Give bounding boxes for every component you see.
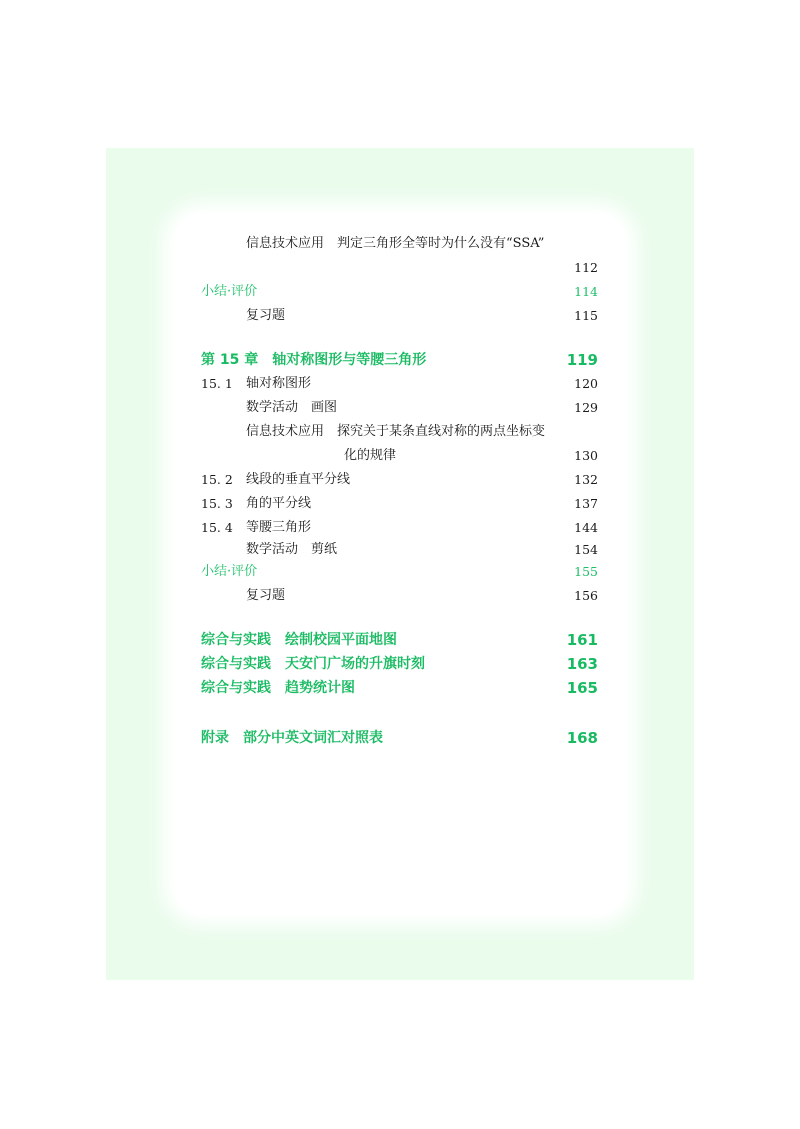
- leader-dots: [431, 654, 563, 674]
- entry-title: 信息技术应用 判定三角形全等时为什么没有“SSA”: [246, 234, 546, 254]
- page-number: 155: [574, 564, 598, 579]
- leader-dots: [317, 494, 570, 514]
- entry-title: 轴对称图形: [246, 374, 313, 394]
- leader-dots: [402, 446, 570, 466]
- entry-title: 数学活动 画图: [246, 398, 339, 418]
- page-number: 163: [566, 655, 598, 673]
- section-number: 15. 1: [201, 376, 233, 391]
- page-number: 156: [574, 588, 598, 603]
- chapter-title: 综合与实践 天安门广场的升旗时刻: [201, 656, 425, 672]
- toc-row[interactable]: [0, 398, 800, 418]
- page-number: 112: [574, 260, 598, 275]
- entry-title: 小结·评价: [201, 282, 259, 302]
- toc-row[interactable]: [0, 562, 800, 582]
- page-number: 165: [566, 679, 598, 697]
- entry-title: 化的规律: [344, 446, 398, 466]
- toc-row[interactable]: [0, 540, 800, 560]
- section-number: 15. 2: [201, 472, 233, 487]
- chapter-title: 综合与实践 趋势统计图: [201, 680, 355, 696]
- leader-dots: [317, 518, 570, 538]
- leader-dots: [263, 562, 570, 582]
- toc-row[interactable]: [0, 630, 800, 650]
- page-number: 161: [566, 631, 598, 649]
- chapter-title: 附录 部分中英文词汇对照表: [201, 730, 383, 746]
- entry-title: 信息技术应用 探究关于某条直线对称的两点坐标变: [246, 422, 547, 442]
- toc-row[interactable]: [0, 728, 800, 748]
- entry-title: 线段的垂直平分线: [246, 470, 352, 490]
- chapter-title: 综合与实践 绘制校园平面地图: [201, 632, 397, 648]
- leader-dots: [291, 586, 570, 606]
- toc-row[interactable]: [0, 494, 800, 514]
- toc-row[interactable]: [0, 470, 800, 490]
- page-number: 130: [574, 448, 598, 463]
- section-number: 15. 4: [201, 520, 233, 535]
- leader-dots: [403, 630, 563, 650]
- leader-dots: [356, 470, 570, 490]
- entry-title: 角的平分线: [246, 494, 313, 514]
- leader-dots: [291, 306, 570, 326]
- toc-row[interactable]: [0, 678, 800, 698]
- toc-row[interactable]: [0, 258, 800, 278]
- leader-dots: [343, 398, 570, 418]
- page-number: 137: [574, 496, 598, 511]
- entry-title: 小结·评价: [201, 562, 259, 582]
- toc-row[interactable]: [0, 234, 800, 254]
- page-number: 144: [574, 520, 598, 535]
- page-number: 115: [574, 308, 598, 323]
- page-number: 119: [566, 351, 598, 369]
- toc-row[interactable]: [0, 374, 800, 394]
- entry-title: 数学活动 剪纸: [246, 540, 339, 560]
- toc-row[interactable]: [0, 422, 800, 442]
- toc-row[interactable]: [0, 446, 800, 466]
- toc-row[interactable]: [0, 518, 800, 538]
- section-number: 15. 3: [201, 496, 233, 511]
- toc-row[interactable]: [0, 306, 800, 326]
- page-number: 129: [574, 400, 598, 415]
- entry-title: 复习题: [246, 586, 287, 606]
- toc-row[interactable]: [0, 350, 800, 370]
- page-number: 168: [566, 729, 598, 747]
- leader-dots: [343, 540, 570, 560]
- leader-dots: [432, 350, 563, 370]
- leader-dots: [263, 282, 570, 302]
- entry-title: 等腰三角形: [246, 518, 313, 538]
- chapter-title: 第 15 章 轴对称图形与等腰三角形: [201, 352, 427, 368]
- page-number: 132: [574, 472, 598, 487]
- page-number: 114: [574, 284, 598, 299]
- entry-title: 复习题: [246, 306, 287, 326]
- page-number: 154: [574, 542, 598, 557]
- leader-dots: [361, 678, 563, 698]
- toc-row[interactable]: [0, 586, 800, 606]
- toc-row[interactable]: [0, 282, 800, 302]
- page-number: 120: [574, 376, 598, 391]
- toc-row[interactable]: [0, 654, 800, 674]
- leader-dots: [317, 374, 570, 394]
- leader-dots: [350, 258, 570, 278]
- leader-dots: [389, 728, 563, 748]
